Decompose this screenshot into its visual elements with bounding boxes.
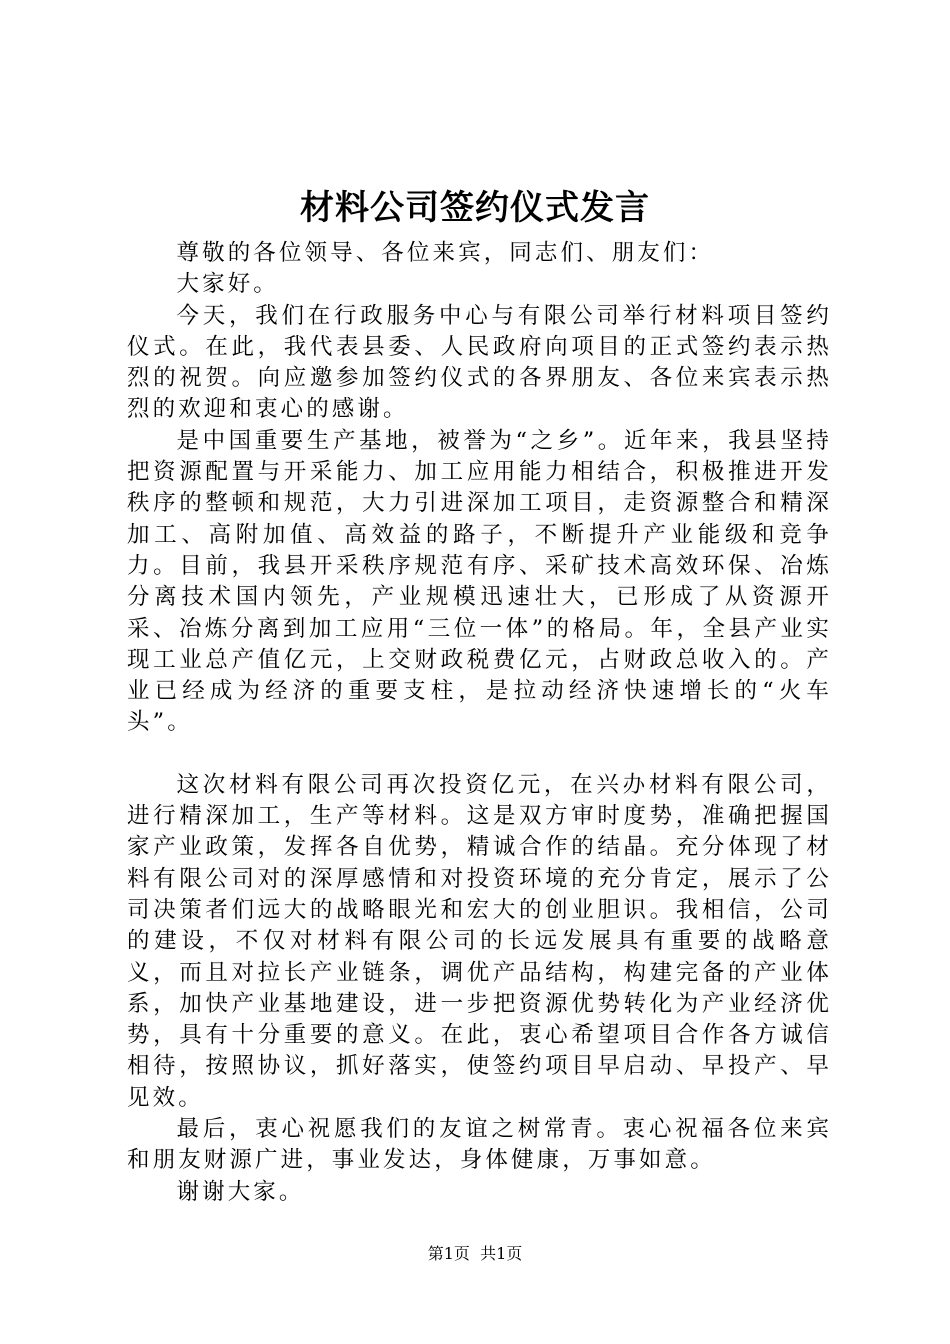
document-title: 材料公司签约仪式发言: [300, 188, 650, 228]
document-body: [127, 238, 832, 1208]
investment-paragraph: 这次材料有限公司再次投资亿元，在兴办材料有限公司，进行精深加工，生产等材料。这是双方审时度势，准确把握国家产业政策，发挥各自优势，精诚合作的结晶。充分体现了材料有限公司对的深厚感情和对投资环境的充分肯定，展示了公司决策者们远大的战略眼光和宏大的创业胆识。我相信，公司的建设，不仅对材料有限公司的长远发展具有重要的战略意义，而且对拉长产业链条，调优产品结构，构建完备的产业体系，加快产业基地建设，进一步把资源优势转化为产业经济优势，具有十分重要的意义。在此，衷心希望项目合作各方诚信相待，按照协议，抓好落实，使签约项目早启动、早投产、早见效。: [127, 771, 832, 1111]
closing-wishes-paragraph: 最后，衷心祝愿我们的友谊之树常青。衷心祝福各位来宾和朋友财源广进，事业发达，身体健康，万事如意。: [127, 1116, 832, 1174]
thanks-paragraph: 谢谢大家。: [176, 1178, 305, 1205]
county-industry-paragraph: 是中国重要生产基地，被誉为“之乡”。近年来，我县坚持把资源配置与开采能力、加工应用能力相结合，积极推进开发秩序的整顿和规范，大力引进深加工项目，走资源整合和精深加工、高附加值、高效益的路子，不断提升产业能级和竞争力。目前，我县开采秩序规范有序、采矿技术高效环保、冶炼分离技术国内领先，产业规模迅速壮大，已形成了从资源开采、冶炼分离到加工应用“三位一体”的格局。年，全县产业实现工业总产值亿元，上交财政税费亿元，占财政总收入的。产业已经成为经济的重要支柱，是拉动经济快速增长的“火车头”。: [127, 427, 832, 736]
footer-spacer: [470, 1244, 480, 1263]
page-total: 共1页: [480, 1244, 523, 1263]
page-number: 第1页: [427, 1244, 470, 1263]
page-footer: [0, 1242, 950, 1266]
greeting-paragraph: 大家好。: [176, 271, 279, 298]
opening-paragraph: 今天，我们在行政服务中心与有限公司举行材料项目签约仪式。在此，我代表县委、人民政府向项目的正式签约表示热烈的祝贺。向应邀参加签约仪式的各界朋友、各位来宾表示热烈的欢迎和衷心的感谢。: [127, 302, 832, 423]
salutation-paragraph: 尊敬的各位领导、各位来宾，同志们、朋友们：: [176, 240, 715, 266]
